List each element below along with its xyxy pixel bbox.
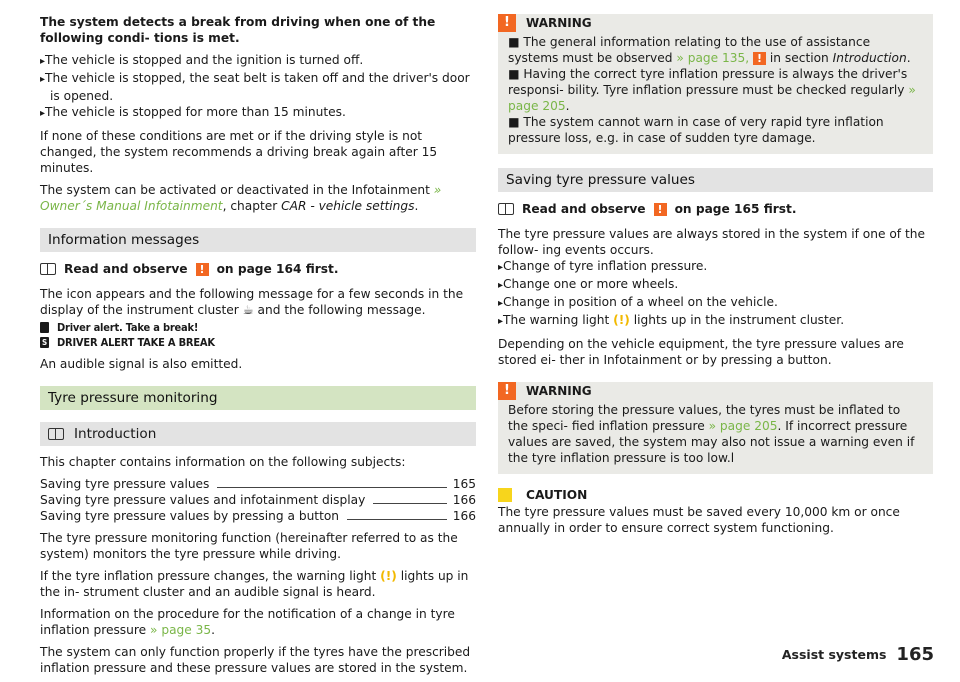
warning-item: ■ Having the correct tyre inflation pressure is always the driver's responsi- bility. Tyre inflation pressure must be checked regularly » page 205. — [508, 67, 916, 113]
warning-title: ! WARNING — [498, 14, 933, 32]
toc-entry[interactable]: Saving tyre pressure values by pressing a button 166 — [40, 509, 476, 523]
book-icon — [498, 203, 514, 215]
tyre-pressure-warning-icon: (!) — [380, 569, 397, 583]
left-column — [40, 14, 476, 682]
toc-intro: This chapter contains information on the following subjects: — [40, 455, 406, 469]
list-item: ▸ Change one or more wheels. — [498, 276, 933, 294]
paragraph: The icon appears and the following message for a few seconds in the display of the instrument cluster ☕ and the following message. — [40, 287, 464, 317]
paragraph: The tyre pressure values are always stored in the system if one of the follow- ing events occurs. — [498, 227, 925, 257]
warning-box — [498, 14, 933, 154]
caution-title: CAUTION — [498, 488, 933, 502]
display-message-color: Driver alert. Take a break! — [40, 320, 476, 335]
list-item: ▸ The warning light (!) lights up in the instrument cluster. — [498, 312, 933, 330]
page-link[interactable]: » page 205 — [508, 83, 916, 113]
toc-entry[interactable]: Saving tyre pressure values and infotainment display 166 — [40, 493, 476, 507]
chapter-heading-tyre-pressure-monitoring: Tyre pressure monitoring — [40, 386, 476, 410]
page-link[interactable]: » page 135, — [676, 51, 750, 65]
warning-icon: ! — [753, 52, 766, 65]
warning-item: ■ The general information relating to the use of assistance systems must be observed » page 135, ! in section Introduction. — [508, 35, 911, 65]
list-item: ▸ Change in position of a wheel on the vehicle. — [498, 294, 933, 312]
paragraph: An audible signal is also emitted. — [40, 357, 243, 371]
segment-display-icon: S — [40, 337, 49, 348]
list-item: ▸ The vehicle is stopped and the ignition is turned off. — [40, 52, 476, 70]
section-heading-saving-tyre-pressure-values: Saving tyre pressure values — [498, 168, 933, 192]
paragraph: If the tyre inflation pressure changes, the warning light (!) lights up in the in- strument cluster and an audible signal is heard. — [40, 569, 469, 599]
read-and-observe-note: Read and observe ! on page 164 first. — [40, 262, 476, 276]
paragraph: The tyre pressure monitoring function (hereinafter referred to as the system) monitors the tyre pressure while driving. — [40, 531, 458, 561]
warning-item: ■ The system cannot warn in case of very rapid tyre inflation pressure loss, e.g. in case of sudden tyre damage. — [508, 115, 884, 145]
footer-section-title: Assist systems — [781, 647, 887, 662]
right-column — [498, 14, 933, 542]
read-and-observe-note: Read and observe ! on page 165 first. — [498, 202, 933, 216]
driver-break-conditions-heading: The system detects a break from driving when one of the following condi- tions is met. — [40, 15, 436, 45]
book-icon — [48, 428, 64, 440]
caution-text: The tyre pressure values must be saved every 10,000 km or once annually in order to ensure correct system functioning. — [498, 505, 900, 535]
paragraph: The system can be activated or deactivated in the Infotainment » Owner´s Manual Infotainment, chapter CAR - vehicle settings. — [40, 183, 442, 213]
warning-text: Before storing the pressure values, the tyres must be inflated to the speci- fied inflation pressure » page 205. If incorrect pressure values are saved, the system may also not issue a warning even if the tyre inflation pressure is too low.l — [508, 403, 915, 465]
book-icon — [40, 263, 56, 275]
caution-icon — [498, 488, 512, 502]
list-item: ▸ The vehicle is stopped, the seat belt is taken off and the driver's door is opened. — [40, 70, 476, 104]
warning-box — [498, 382, 933, 474]
display-icon — [40, 322, 49, 333]
warning-icon: ! — [498, 382, 516, 400]
warning-icon: ! — [498, 14, 516, 32]
owners-manual-link[interactable]: » Owner´s Manual Infotainment — [40, 183, 442, 213]
coffee-cup-icon: ☕ — [242, 303, 254, 317]
list-item: ▸ Change of tyre inflation pressure. — [498, 258, 933, 276]
page-link[interactable]: » page 35 — [150, 623, 212, 637]
page-link[interactable]: » page 205 — [708, 419, 778, 433]
toc-entry[interactable]: Saving tyre pressure values 165 — [40, 477, 476, 491]
warning-icon: ! — [654, 203, 667, 216]
paragraph: The system can only function properly if the tyres have the prescribed inflation pressure and these pressure values are stored in the system. — [40, 645, 471, 675]
tyre-pressure-warning-icon: (!) — [613, 313, 630, 327]
list-item: ▸ The vehicle is stopped for more than 15 minutes. — [40, 104, 476, 122]
warning-icon: ! — [196, 263, 209, 276]
paragraph: If none of these conditions are met or if the driving style is not changed, the system recommends a driving break again after 15 minutes. — [40, 129, 438, 175]
warning-title: ! WARNING — [498, 382, 933, 400]
paragraph: Depending on the vehicle equipment, the tyre pressure values are stored ei- ther in Infotainment or by pressing a button. — [498, 337, 904, 367]
page-footer — [782, 644, 934, 665]
page-number: 165 — [896, 644, 934, 665]
subsection-heading-introduction: Introduction — [40, 422, 476, 446]
paragraph: Information on the procedure for the notification of a change in tyre inflation pressure » page 35. — [40, 607, 455, 637]
section-heading-information-messages: Information messages — [40, 228, 476, 252]
display-message-segment: S DRIVER ALERT TAKE A BREAK — [42, 336, 215, 349]
